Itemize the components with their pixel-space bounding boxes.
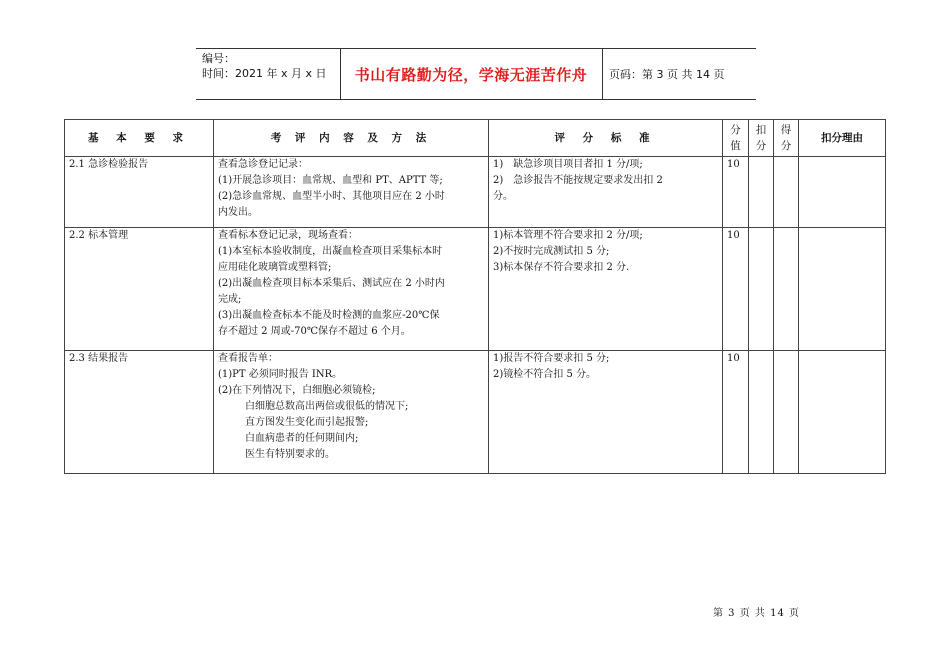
obtained-cell [774,228,799,351]
motto: 书山有路勤为径，学海无涯苦作舟 [340,49,603,99]
score-cell: 10 [723,351,749,474]
header-meta [196,49,341,99]
col-requirement: 基 本 要 求 [65,120,214,157]
reason-cell [799,228,886,351]
reason-cell [799,351,886,474]
method-cell: 查看急诊登记记录： (1)开展急诊项目：血常规、血型和 PT、APTT 等; (2)急诊血常规、血型半小时、其他项目应在 2 小时 内发出。 [214,157,489,228]
evaluation-table [64,119,886,474]
col-score: 分 值 [723,120,749,157]
col-standard: 评 分 标 准 [489,120,723,157]
col-reason: 扣分理由 [799,120,886,157]
page-info: 页码：第 3 页 共 14 页 [609,68,725,81]
standard-cell: 1)报告不符合要求扣 5 分; 2)镜检不符合扣 5 分。 [489,351,723,474]
standard-cell: 1) 缺急诊项目项目者扣 1 分/项; 2) 急诊报告不能按规定要求发出扣 2 分。 [489,157,723,228]
table-row [65,351,886,474]
table-header-row [65,120,886,157]
score-cell: 10 [723,228,749,351]
time-label: 时间：2021 年 x 月 x 日 [202,67,327,80]
number-label: 编号： [202,52,235,65]
col-obtained: 得 分 [774,120,799,157]
col-method: 考 评 内 容 及 方 法 [214,120,489,157]
requirement-cell: 2.2 标本管理 [65,228,214,351]
deduct-cell [749,228,774,351]
requirement-cell: 2.3 结果报告 [65,351,214,474]
document-header [196,48,756,100]
deduct-cell [749,157,774,228]
deduct-cell [749,351,774,474]
obtained-cell [774,351,799,474]
table-row [65,157,886,228]
reason-cell [799,157,886,228]
requirement-cell: 2.1 急诊检验报告 [65,157,214,228]
score-cell: 10 [723,157,749,228]
page-footer: 第 3 页 共 14 页 [713,608,800,619]
table-row [65,228,886,351]
obtained-cell [774,157,799,228]
method-cell: 查看标本登记记录，现场查看： (1)本室标本验收制度，出凝血检查项目采集标本时 应用硅化玻璃管或塑料管; (2)出凝血检查项目标本采集后、测试应在 2 小时内 完成; (3)出凝血检查标本不能及时检测的血浆应-20℃保 存不超过 2 周或-70℃保存不超过 6 个月。 [214,228,489,351]
method-cell: 查看报告单： (1)PT 必须同时报告 INR。 (2)在下列情况下，白细胞必须镜检; 白细胞总数高出两倍或很低的情况下; 直方图发生变化而引起报警; 白血病患者的任何期间内; 医生有特别要求的。 [214,351,489,474]
col-deduct: 扣 分 [749,120,774,157]
standard-cell: 1)标本管理不符合要求扣 2 分/项; 2)不按时完成测试扣 5 分; 3)标本保存不符合要求扣 2 分. [489,228,723,351]
